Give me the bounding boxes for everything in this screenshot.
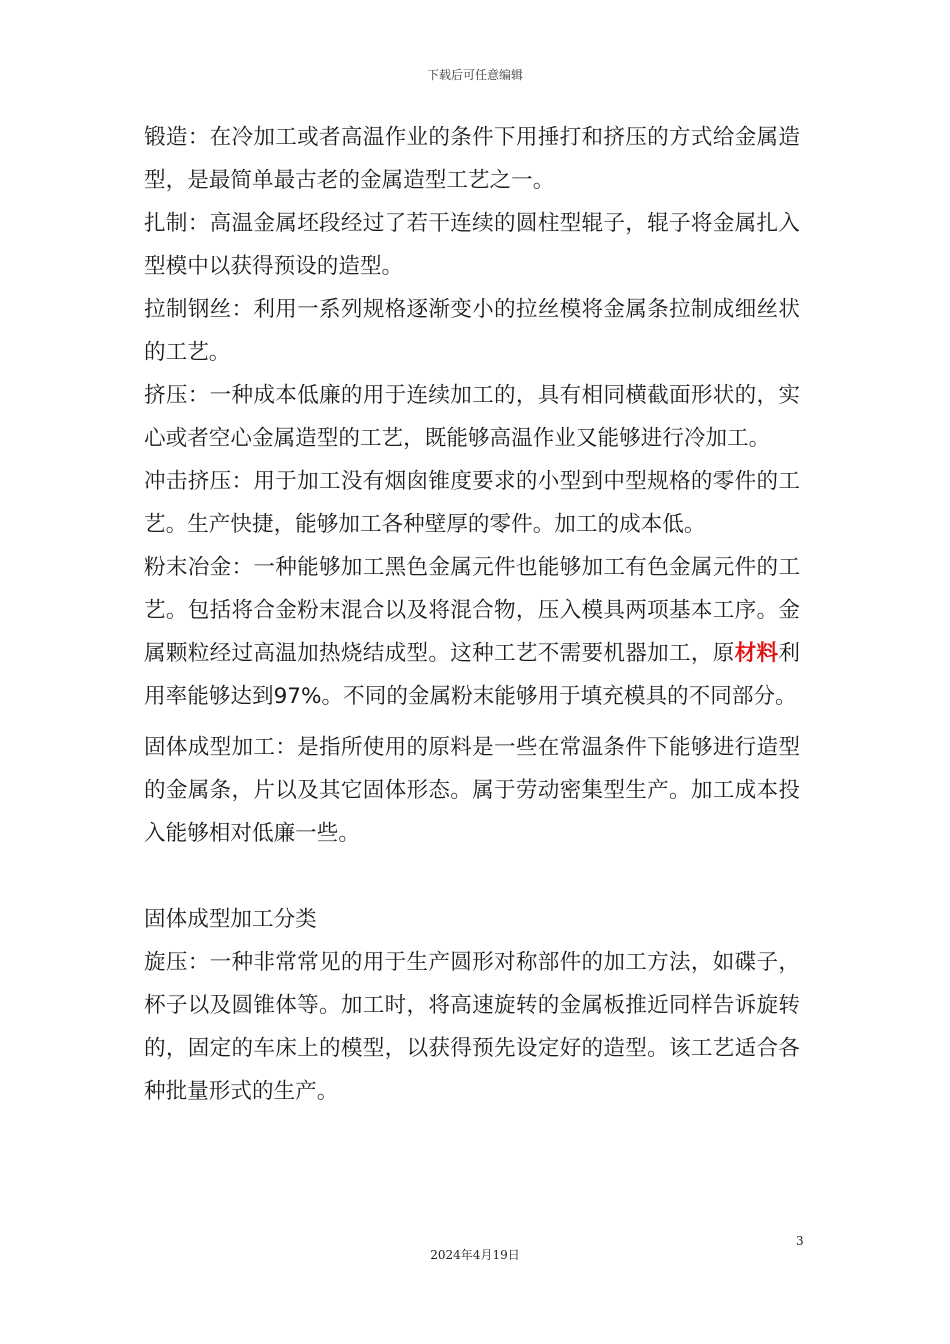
section-spacer xyxy=(144,855,800,898)
page-header: 下载后可任意编辑 xyxy=(426,68,523,82)
paragraph-spacer xyxy=(144,718,800,726)
highlighted-term: 材料 xyxy=(734,641,779,666)
paragraph-solid-forming: 固体成型加工：是指所使用的原料是一些在常温条件下能够进行造型的金属条，片以及其它固体形态。属于劳动密集型生产。加工成本投入能够相对低廉一些。 xyxy=(144,735,800,846)
powder-metallurgy-text-after: 利用率能够达到97%。不同的金属粉末能够用于填充模具的不同部分。 xyxy=(144,641,800,709)
document-body xyxy=(144,116,800,1113)
powder-metallurgy-text-before: 粉末冶金：一种能够加工黑色金属元件也能够加工有色金属元件的工艺。包括将合金粉末混合以及将混合物，压入模具两项基本工序。金属颗粒经过高温加热烧结成型。这种工艺不需要机器加工，原 xyxy=(144,555,800,666)
paragraph-extrusion: 挤压：一种成本低廉的用于连续加工的，具有相同横截面形状的，实心或者空心金属造型的工艺，既能够高温作业又能够进行冷加工。 xyxy=(144,383,800,451)
paragraph-rolling: 扎制：高温金属坯段经过了若干连续的圆柱型辊子，辊子将金属扎入型模中以获得预设的造型。 xyxy=(144,211,800,279)
paragraph-wire-drawing: 拉制钢丝：利用一系列规格逐渐变小的拉丝模将金属条拉制成细丝状的工艺。 xyxy=(144,297,800,365)
paragraph-powder-metallurgy xyxy=(144,546,800,718)
paragraph-forging: 锻造：在冷加工或者高温作业的条件下用捶打和挤压的方式给金属造型，是最简单最古老的金属造型工艺之一。 xyxy=(144,125,800,193)
page-number: 3 xyxy=(796,1234,804,1248)
paragraph-impact-extrusion: 冲击挤压：用于加工没有烟囱锥度要求的小型到中型规格的零件的工艺。生产快捷，能够加工各种壁厚的零件。加工的成本低。 xyxy=(144,469,800,537)
paragraph-spinning: 旋压：一种非常常见的用于生产圆形对称部件的加工方法，如碟子，杯子以及圆锥体等。加工时，将高速旋转的金属板推近同样告诉旋转的，固定的车床上的模型，以获得预先设定好的造型。该工艺适合各种批量形式的生产。 xyxy=(144,950,800,1104)
page-footer-date: 2024年4月19日 xyxy=(430,1248,520,1262)
section-title: 固体成型加工分类 xyxy=(144,907,317,932)
